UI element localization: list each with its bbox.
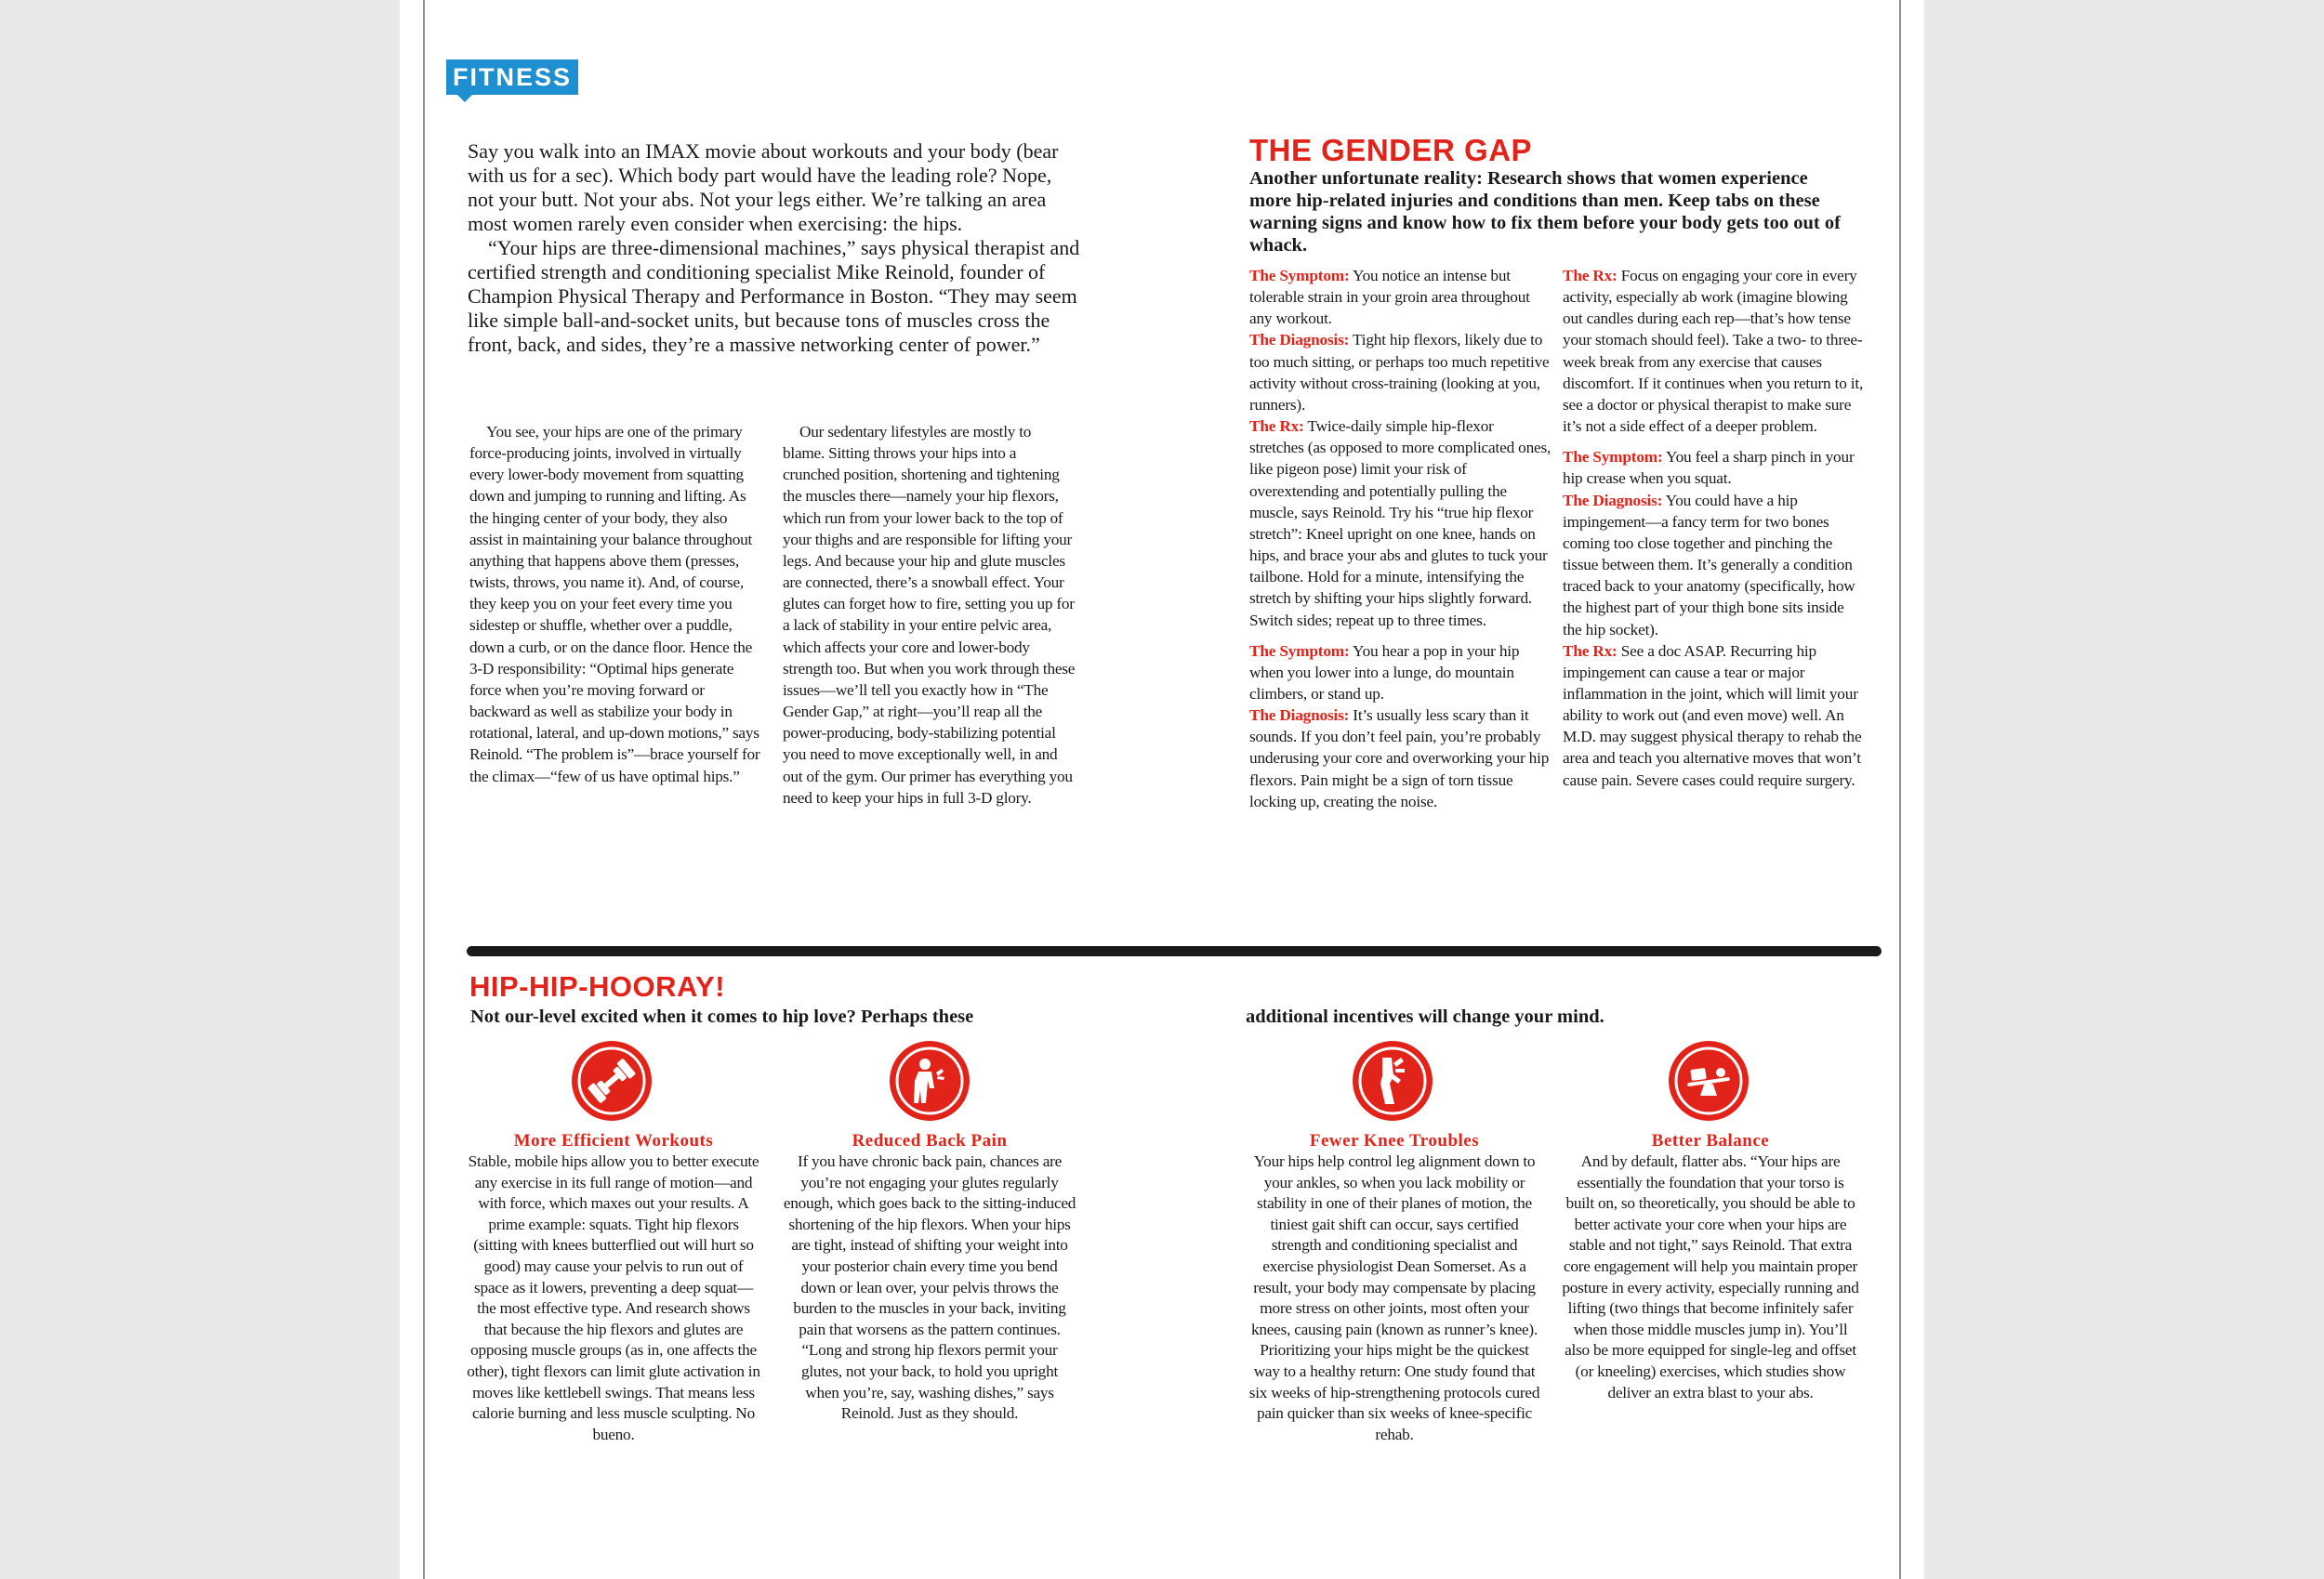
symptom-3-text: You feel a sharp pinch in your hip crease when you squat. [1563, 448, 1855, 488]
rx-2 [1563, 265, 1865, 437]
body-column-2 [783, 421, 1076, 809]
diagnosis-label: The Diagnosis: [1249, 706, 1350, 725]
benefit-title: More Efficient Workouts [513, 1131, 714, 1151]
rx-3-text: See a doc ASAP. Recurring hip impingement can cause a tear or major inflammation in the joint, which will limit your ability to work out (and even move) well. An M.D. may suggest physical therapy to rehab the area and teach you alternative moves that won’t cause pain. Severe cases could require surgery. [1563, 641, 1862, 789]
benefit-text: If you have chronic back pain, chances are you’re not engaging your glutes regularly enough, which goes back to the sitting-induced shortening of the hip flexors. When your hips are tight, instead of shifting your weight into your posterior chain every time you bend down or lean over, your pelvis throws the burden to the muscles in your back, inviting pain that worsens as the pattern continues. “Long and strong hip flexors permit your glutes, not your back, to hold you upright when you’re, say, washing dishes,” says Reinold. Just as they should. [783, 1152, 1076, 1423]
back-pain-icon [890, 1041, 970, 1121]
diagnosis-1 [1249, 329, 1552, 415]
diagnosis-label: The Diagnosis: [1249, 331, 1350, 349]
benefit-reduced-back-pain [783, 1130, 1076, 1425]
benefit-more-efficient-workouts [467, 1130, 760, 1445]
symptom-label: The Symptom: [1563, 448, 1663, 467]
diagnosis-1-text: Tight hip flexors, likely due to too much sitting, or perhaps too much repetitive activity without cross-training (looking at you, runners). [1249, 331, 1550, 414]
section-tag-tail [456, 93, 474, 102]
rx-label: The Rx: [1563, 641, 1618, 660]
lead-paragraph-2: “Your hips are three-dimensional machines,” says physical therapist and certified strength and conditioning specialist Mike Reinold, founder of Champion Physical Therapy and Performance in Boston. “They may seem like simple ball-and-socket units, but because tons of muscles cross the front, back, and sides, they’re a massive networking center of power.” [468, 236, 1080, 356]
benefit-title: Reduced Back Pain [852, 1131, 1008, 1151]
symptom-2-text: You hear a pop in your hip when you lower into a lunge, do mountain climbers, or stand up. [1249, 641, 1520, 703]
balance-icon [1669, 1041, 1749, 1121]
section-tag: FITNESS [446, 59, 578, 95]
diagnosis-2 [1249, 704, 1552, 812]
hip-hooray-intro-part-2: additional incentives will change your mind. [1246, 1007, 1604, 1027]
gender-gap-intro: Another unfortunate reality: Research shows that women experience more hip-related injuries and conditions than men. Keep tabs on these warning signs and know how to fix them before your body gets too out of whack. [1249, 168, 1841, 256]
body-paragraph-2: Our sedentary lifestyles are mostly to blame. Sitting throws your hips into a crunched position, shortening and tightening the muscles there—namely your hip flexors, which run from your lower back to the top of your thighs and are responsible for lifting your legs. And because your hip and glute muscles are connected, there’s a snowball effect. Your glutes can forget how to fire, setting you up for a lack of stability in your entire pelvic area, which affects your core and lower-body strength too. But when you work through these issues—we’ll tell you exactly how in “The Gender Gap,” at right—you’ll reap all the power-producing, body-stabilizing potential you need to move exceptionally well, in and out of the gym. Our primer has everything you need to keep your hips in full 3-D glory. [783, 423, 1076, 807]
benefit-better-balance [1562, 1130, 1859, 1403]
gender-gap-column-1 [1249, 265, 1552, 812]
section-divider [467, 946, 1882, 956]
symptom-1 [1249, 265, 1552, 329]
symptom-2 [1249, 640, 1552, 704]
gender-gap-column-2 [1563, 265, 1865, 791]
rx-1 [1249, 415, 1552, 631]
hip-hooray-title: HIP-HIP-HOORAY! [469, 970, 726, 1003]
rx-1-text: Twice-daily simple hip-flexor stretches (as opposed to more complicated ones, like pigeon pose) limit your risk of overextending and potentially pulling the muscle, says Reinold. Try his “true hip flexor stretch”: Kneel upright on one knee, hands on hips, and brace your abs and glutes to tuck your tailbone. Hold for a minute, intensifying the stretch by shifting your hips slightly forward. Switch sides; repeat up to three times. [1249, 417, 1552, 629]
diagnosis-label: The Diagnosis: [1563, 491, 1663, 509]
dumbbell-icon [572, 1041, 652, 1121]
knee-icon [1353, 1041, 1433, 1121]
symptom-3 [1563, 446, 1865, 489]
body-paragraph-1: You see, your hips are one of the primary force-producing joints, involved in virtually every lower-body movement from squatting down and jumping to running and lifting. As the hinging center of your body, they also assist in maintaining your balance throughout anything that happens above them (presses, twists, throws, you name it). And, of course, they keep you on your feet every time you sidestep or shuffle, whether over a puddle, down a curb, or on the dance floor. Hence the 3-D responsibility: “Optimal hips generate force when you’re moving forward or backward as well as stabilize your body in rotational, lateral, and up-down motions,” says Reinold. “The problem is”—brace yourself for the climax—“few of us have optimal hips.” [469, 423, 760, 785]
rx-3 [1563, 640, 1865, 791]
body-column-1 [469, 421, 763, 787]
diagnosis-3-text: You could have a hip impingement—a fancy term for two bones coming too close together and pinching the tissue between them. It’s generally a condition traced back to your anatomy (specifically, how the highest part of your thigh bone sits inside the hip socket). [1563, 491, 1855, 638]
benefit-title: Fewer Knee Troubles [1309, 1131, 1480, 1151]
symptom-label: The Symptom: [1249, 267, 1350, 284]
rx-2-text: Focus on engaging your core in every activity, especially ab work (imagine blowing out candles during each rep—that’s how tense your stomach should feel). Take a two- to three-week break from any exercise that causes discomfort. If it continues when you return to it, see a doctor or physical therapist to make sure it’s not a side effect of a deeper problem. [1563, 267, 1864, 436]
page-border-left [423, 0, 425, 1579]
benefit-fewer-knee-troubles [1246, 1130, 1543, 1445]
symptom-label: The Symptom: [1249, 641, 1350, 660]
benefit-text: Stable, mobile hips allow you to better execute any exercise in its full range of motion—and with force, which maxes out your results. A prime example: squats. Tight hip flexors (sitting with knees butterflied out will hurt so good) may cause your pelvis to run out of space as it lowers, preventing a deep squat—the most effective type. And research shows that because the hip flexors and glutes are opposing muscle groups (as in, one affects the other), tight flexors can limit glute activation in moves like kettlebell swings. That means less calorie burning and less muscle sculpting. No bueno. [467, 1152, 760, 1443]
lead-intro [468, 139, 1081, 357]
benefit-title: Better Balance [1651, 1131, 1770, 1151]
diagnosis-3 [1563, 490, 1865, 640]
benefit-text: Your hips help control leg alignment down to your ankles, so when you lack mobility or stability in one of their planes of motion, the tiniest gait shift can occur, says certified strength and conditioning specialist and exercise physiologist Dean Somerset. As a result, your body may compensate by placing more stress on other joints, most often your knees, causing pain (known as runner’s knee). Prioritizing your hips might be the quickest way to a healthy return: One study found that six weeks of hip-strengthening protocols cured pain quicker than six weeks of knee-specific rehab. [1248, 1152, 1540, 1443]
benefit-text: And by default, flatter abs. “Your hips are essentially the foundation that your torso is built on, so theoretically, you should be able to better activate your core when your hips are stable and not tight,” says Reinold. That extra core engagement will help you maintain proper posture in every activity, especially running and lifting (two things that become infinitely safer when those middle muscles jump in). You’ll also be more equipped for single-leg and offset (or kneeling) exercises, which studies show deliver an extra blast to your abs. [1562, 1152, 1859, 1401]
symptom-1-text: You notice an intense but tolerable strain in your groin area throughout any workout. [1249, 267, 1530, 328]
diagnosis-2-text: It’s usually less scary than it sounds. If you don’t feel pain, you’re probably underusing your core and overworking your hip flexors. Pain might be a sign of torn tissue locking up, creating the noise. [1249, 706, 1550, 810]
page-border-right [1899, 0, 1901, 1579]
lead-paragraph-1: Say you walk into an IMAX movie about workouts and your body (bear with us for a sec). Which body part would have the leading role? Nope, not your butt. Not your abs. Not your legs either. We’re talking an area most women rarely even consider when exercising: the hips. [468, 139, 1059, 235]
rx-label: The Rx: [1563, 267, 1618, 284]
rx-label: The Rx: [1249, 417, 1304, 436]
gender-gap-title: THE GENDER GAP [1249, 133, 1533, 167]
hip-hooray-intro-part-1: Not our-level excited when it comes to hip love? Perhaps these [470, 1007, 974, 1027]
